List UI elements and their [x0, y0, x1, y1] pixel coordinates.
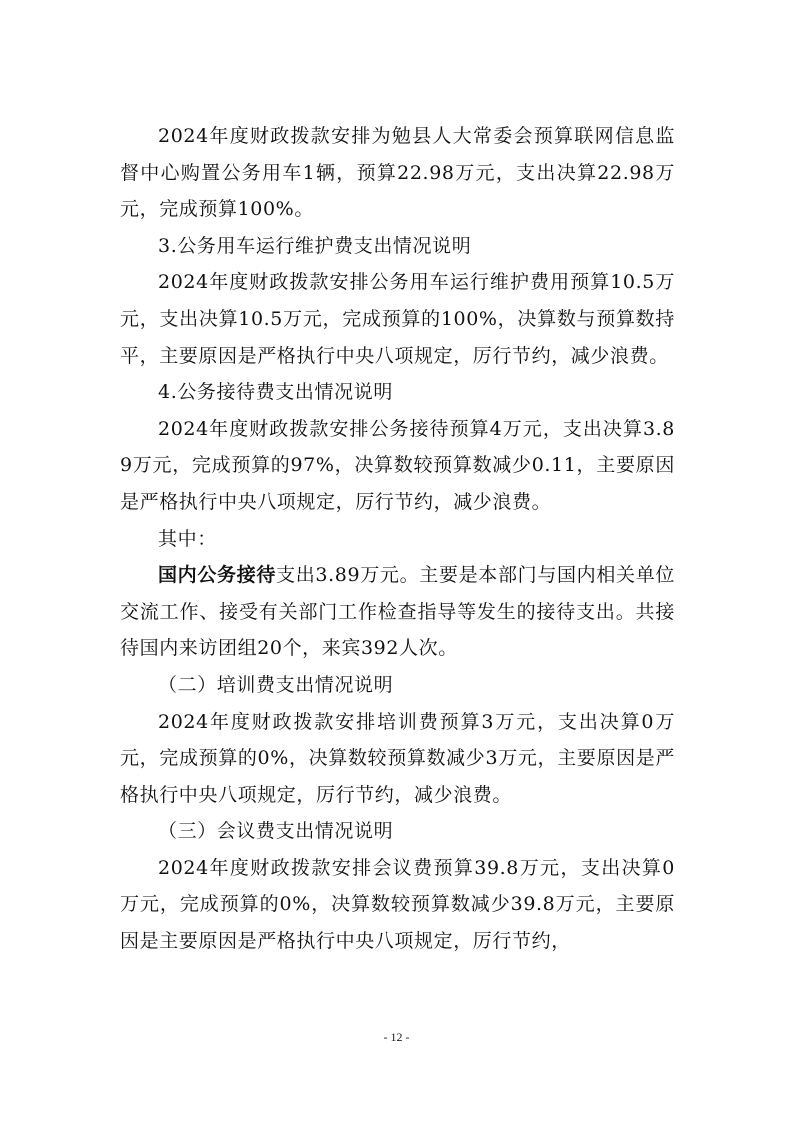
paragraph-training: 2024年度财政拨款安排培训费预算3万元，支出决算0万元，完成预算的0%，决算数较预算数减少3万元，主要原因是严格执行中央八项规定，厉行节约，减少浪费。	[120, 710, 675, 806]
document-body	[120, 118, 675, 960]
paragraph-domestic-reception	[120, 557, 675, 667]
paragraph-among-them: 其中：	[158, 527, 217, 550]
heading-meeting: （三）会议费支出情况说明	[158, 820, 394, 843]
heading-official-reception: 4.公务接待费支出情况说明	[158, 381, 393, 404]
paragraph-vehicle-maintenance: 2024年度财政拨款安排公务用车运行维护费用预算10.5万元，支出决算10.5万元，完成预算的100%，决算数与预算数持平，主要原因是严格执行中央八项规定，厉行节约，减少浪费。	[120, 271, 675, 367]
heading-training: （二）培训费支出情况说明	[158, 673, 394, 696]
paragraph-official-reception: 2024年度财政拨款安排公务接待预算4万元，支出决算3.89万元，完成预算的97%，决算数较预算数减少0.11，主要原因是严格执行中央八项规定，厉行节约，减少浪费。	[120, 417, 675, 513]
domestic-reception-text: 支出3.89万元。主要是本部门与国内相关单位交流工作、接受有关部门工作检查指导等发生的接待支出。共接待国内来访团组20个，来宾392人次。	[120, 564, 675, 660]
heading-vehicle-maintenance: 3.公务用车运行维护费支出情况说明	[158, 234, 472, 257]
domestic-reception-label: 国内公务接待	[158, 564, 277, 587]
paragraph-vehicle-purchase: 2024年度财政拨款安排为勉县人大常委会预算联网信息监督中心购置公务用车1辆，预算22.98万元，支出决算22.98万元，完成预算100%。	[120, 125, 675, 221]
paragraph-meeting: 2024年度财政拨款安排会议费预算39.8万元，支出决算0万元，完成预算的0%，决算数较预算数减少39.8万元，主要原因是主要原因是严格执行中央八项规定，厉行节约，	[120, 856, 675, 953]
page-number: - 12 -	[383, 1030, 410, 1044]
